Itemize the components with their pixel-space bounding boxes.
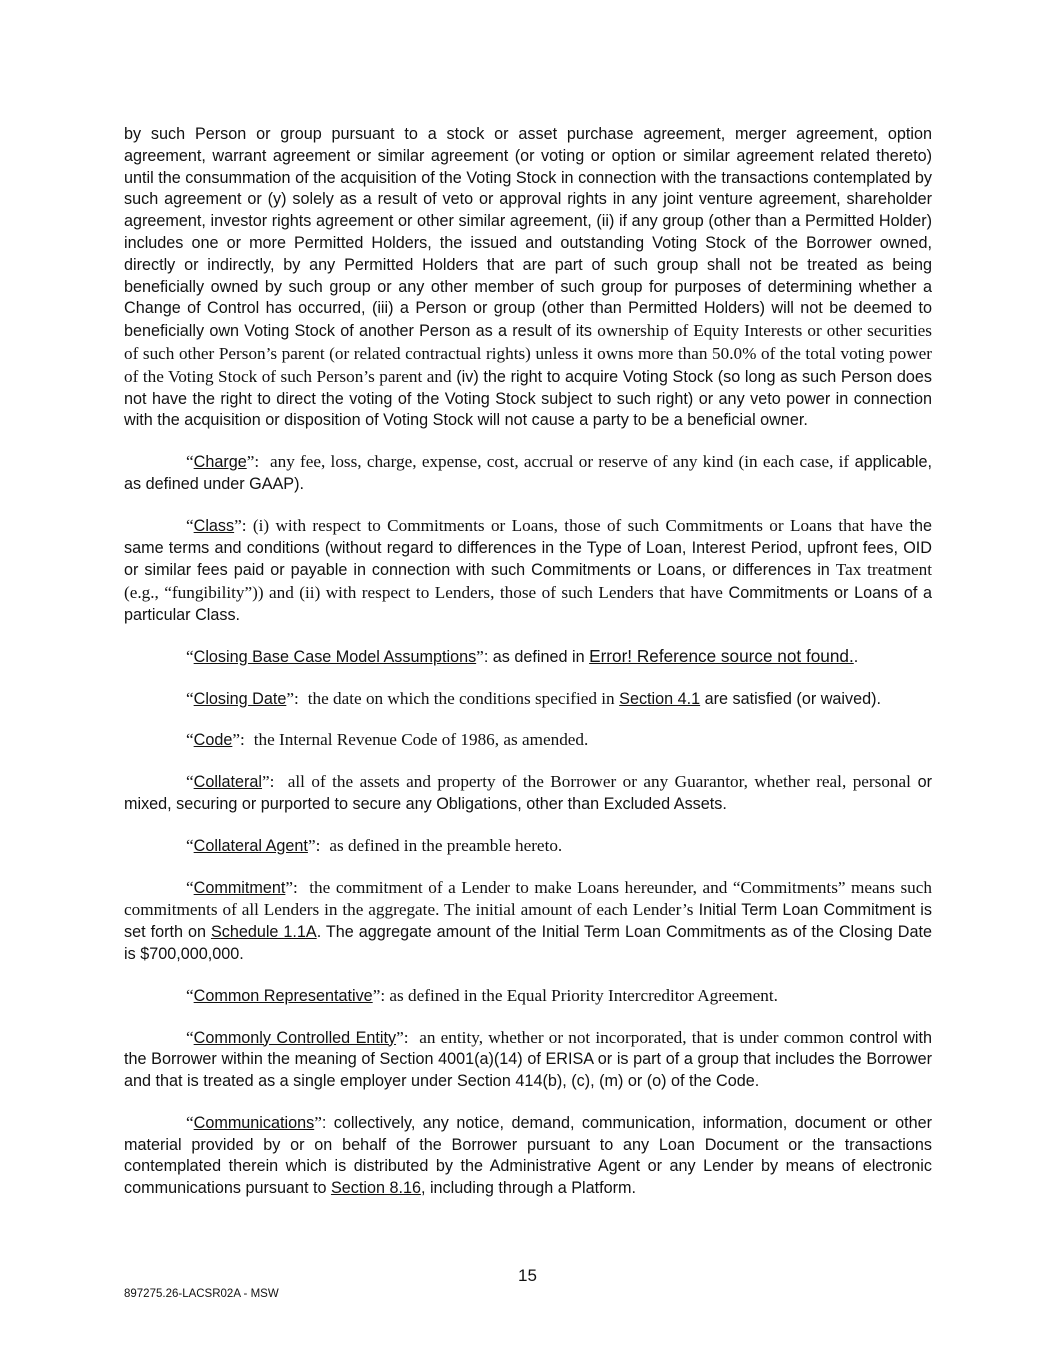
defined-term: Code bbox=[193, 731, 233, 750]
definition-common-representative: “Common Representative”: as defined in the Equal Priority Intercreditor Agreement. bbox=[186, 985, 778, 1005]
schedule-1-1a-link[interactable]: Schedule 1.1A bbox=[210, 923, 317, 942]
continuation-text-3: (iv) the right to acquire Voting Stock (so long as such Person does not have the right to direct the voting of the Voting Stock subject to such right) or any veto power in connection with the acquisition or disposition of Voting Stock will not cause a party to be a beneficial owner. bbox=[124, 367, 933, 430]
definition-class: “Class”: (i) with respect to Commitments or Loans, those of such Commitments or Loans that have the same terms and conditions (without regard to differences in the Type of Loan, Interest Period, upfront fees, OID or similar fees paid or payable in connection with such Commitments or Loans, or differences in Tax treatment (e.g., “fungibility”)) and (ii) with respect to Lenders, those of such Lenders that have Commitments or Loans of a particular Class. bbox=[124, 515, 933, 624]
defined-term: Charge bbox=[193, 453, 247, 472]
document-body bbox=[124, 124, 932, 1219]
defined-term: Communications bbox=[193, 1113, 315, 1132]
continuation-text-1: by such Person or group pursuant to a stock or asset purchase agreement, merger agreement, option agreement, warrant agreement or similar agreement (or voting or option or similar agreement related thereto) until the consummation of the acquisition of the Voting Stock in connection with the transactions contemplated by such agreement or (y) solely as a result of veto or approval rights in any joint venture agreement, shareholder agreement, investor rights agreement or other similar agreement, (ii) if any group (other than a Permitted Holder) includes one or more Permitted Holders, the issued and outstanding Voting Stock of the Borrower owned, directly or indirectly, by any Permitted Holders that are part of such group shall not be treated as being beneficially owned by such group or any other member of such group for purposes of determining whether a Change of Control has occurred, (iii) a Person or group (other than Permitted Holders) will not be deemed to beneficially own Voting Stock of another Person as a result of its bbox=[124, 125, 932, 341]
continuation-paragraph bbox=[124, 124, 932, 432]
continuation-text-2: ownership of Equity Interests or other securities of such other Person’s parent (or related contractual rights) unless it owns more than 50.0% of the total voting power of the Voting Stock of such Person’s parent and bbox=[124, 321, 932, 386]
document-id: 897275.26-LACSR02A - MSW bbox=[124, 1288, 279, 1300]
defined-term: Closing Date bbox=[193, 689, 287, 708]
defined-term: Commonly Controlled Entity bbox=[193, 1028, 397, 1047]
definition-closing-date: “Closing Date”: the date on which the conditions specified in Section 4.1 are satisfied (or waived). bbox=[186, 688, 881, 708]
section-4-1-link[interactable]: Section 4.1 bbox=[619, 689, 701, 708]
definition-closing-base-case: “Closing Base Case Model Assumptions”: as defined in Error! Reference source not found.. bbox=[186, 645, 859, 666]
definition-communications: “Communications”: collectively, any notice, demand, communication, information, document or other material provided by or on behalf of the Borrower pursuant to any Loan Document or the transactions contemplated therein which is distributed by the Administrative Agent or any Lender by means of electronic communications pursuant to Section 8.16, including through a Platform. bbox=[124, 1112, 932, 1198]
defined-term: Collateral bbox=[193, 773, 263, 792]
definition-commonly-controlled-entity: “Commonly Controlled Entity”: an entity, whether or not incorporated, that is under common control with the Borrower within the meaning of Section 4001(a)(14) of ERISA or is part of a group that includes the Borrower and that is treated as a single employer under Section 414(b), (c), (m) or (o) of the Code. bbox=[124, 1027, 933, 1091]
definition-code: “Code”: the Internal Revenue Code of 1986, as amended. bbox=[186, 730, 589, 750]
defined-term: Commitment bbox=[193, 878, 286, 897]
defined-term: Common Representative bbox=[193, 986, 373, 1005]
definition-collateral-agent: “Collateral Agent”: as defined in the preamble hereto. bbox=[186, 835, 563, 855]
section-8-16-link[interactable]: Section 8.16 bbox=[330, 1179, 421, 1198]
definition-commitment: “Commitment”: the commitment of a Lender to make Loans hereunder, and “Commitments” means such commitments of all Lenders in the aggregate. The initial amount of each Lender’s Initial Term Loan Commitment is set forth on Schedule 1.1A. The aggregate amount of the Initial Term Loan Commitments as of the Closing Date is $700,000,000. bbox=[124, 877, 932, 963]
definition-charge: “Charge”: any fee, loss, charge, expense, cost, accrual or reserve of any kind (in each case, if applicable, as defined under GAAP). bbox=[124, 452, 932, 493]
defined-term: Class bbox=[193, 516, 235, 535]
page-number: 15 bbox=[518, 1266, 537, 1285]
definition-collateral: “Collateral”: all of the assets and property of the Borrower or any Guarantor, whether real, personal or mixed, securing or purported to secure any Obligations, other than Excluded Assets. bbox=[124, 772, 932, 813]
defined-term: Closing Base Case Model Assumptions bbox=[193, 647, 477, 666]
defined-term: Collateral Agent bbox=[193, 836, 308, 855]
error-reference-link[interactable]: Error! Reference source not found. bbox=[589, 645, 854, 666]
